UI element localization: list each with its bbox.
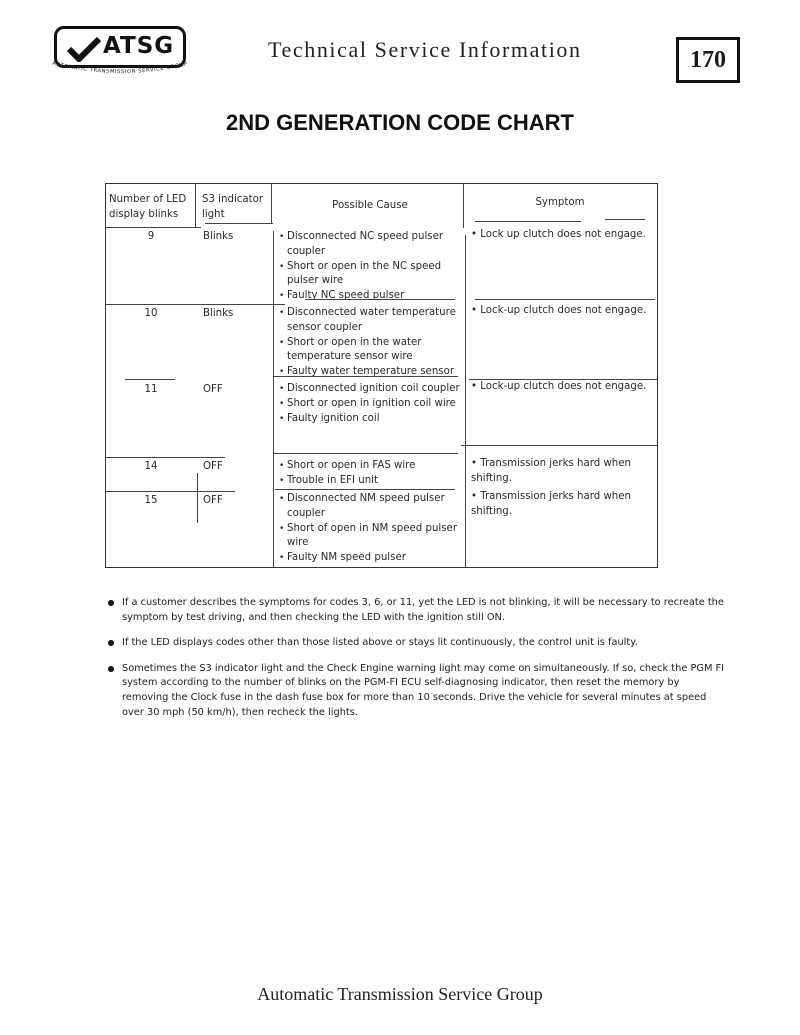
row-divider	[105, 491, 235, 492]
row-divider	[605, 219, 645, 220]
column-divider	[463, 183, 464, 228]
symptom-cell-14: • Transmission jerks hard when shifting.	[471, 458, 631, 484]
symptom-cell-9: • Lock up clutch does not engage.	[471, 229, 646, 240]
cause-list-10	[279, 306, 465, 380]
code-chart-table	[105, 183, 658, 568]
note-text: Sometimes the S3 indicator light and the Check Engine warning light may come on simultaneously. If so, check the PGM FI system according to the number of blinks on the PGM-FI ECU self-diagnosing indicator, then reset the memory by removing the Clock fuse in the dash fuse box for more than 10 seconds. Drive the vehicle for several minutes at speed over 30 mph (50 km/h), then recheck the lights.	[122, 662, 725, 718]
code-cell-10: 10	[144, 308, 158, 319]
svg-text:AUTOMATIC TRANSMISSION SERVICE	[51, 61, 188, 75]
cause-item: • Faulty NC speed pulser	[279, 289, 461, 304]
bullet-icon	[108, 600, 114, 606]
cause-item: • Disconnected water temperature sensor coupler	[279, 306, 465, 336]
cause-list-9	[279, 230, 461, 304]
note-item	[108, 636, 726, 651]
code-cell-11: 11	[144, 384, 158, 395]
indicator-cell-14: OFF	[203, 461, 223, 472]
cause-item: • Short or open in the water temperature sensor wire	[279, 336, 465, 366]
logo-arc-text	[46, 60, 196, 80]
note-text: If a customer describes the symptoms for codes 3, 6, or 11, yet the LED is not blinking, it will be necessary to recreate the symptom by test driving, and then checking the LED with the ignition still ON.	[122, 597, 724, 623]
row-divider	[273, 453, 458, 454]
column-divider	[465, 235, 466, 568]
header-indicator-line2: light	[202, 208, 225, 220]
row-divider	[205, 223, 273, 224]
header-led-blinks	[109, 193, 197, 223]
cause-item: • Disconnected NC speed pulser coupler	[279, 230, 461, 260]
table-border-top	[105, 183, 658, 184]
note-text: If the LED displays codes other than those listed above or stays lit continuously, the control unit is faulty.	[122, 637, 638, 649]
logo-subtext: AUTOMATIC TRANSMISSION SERVICE GROUP	[51, 60, 189, 76]
cause-list-11	[279, 382, 461, 426]
cause-list-14	[279, 459, 461, 489]
row-divider	[275, 489, 455, 490]
symptom-cell-11: • Lock-up clutch does not engage.	[471, 381, 647, 392]
code-cell-9: 9	[147, 231, 155, 242]
row-divider	[105, 227, 201, 228]
cause-item: • Short or open in FAS wire	[279, 459, 461, 474]
row-divider	[125, 379, 175, 380]
header-symptom: Symptom	[535, 197, 585, 208]
code-cell-15: 15	[144, 495, 158, 506]
cause-item: • Disconnected NM speed pulser coupler	[279, 492, 461, 522]
code-cell-14: 14	[144, 461, 158, 472]
document-title: 2ND GENERATION CODE CHART	[226, 110, 574, 135]
bullet-icon	[108, 640, 114, 646]
checkmark-icon	[67, 36, 101, 62]
cause-list-15	[279, 492, 461, 566]
row-divider	[461, 445, 657, 446]
header-led-blinks-line2: display blinks	[109, 208, 179, 220]
page-number: 170	[676, 37, 740, 83]
header-possible-cause: Possible Cause	[332, 200, 408, 211]
indicator-cell-15: OFF	[203, 495, 223, 506]
bullet-icon	[108, 666, 114, 672]
indicator-cell-11: OFF	[203, 384, 223, 395]
table-border-right	[657, 183, 658, 568]
table-border-bottom	[105, 567, 658, 568]
column-divider	[197, 473, 198, 523]
cause-item: • Faulty ignition coil	[279, 412, 461, 427]
cause-item: • Trouble in EFI unit	[279, 474, 461, 489]
cause-item: • Short or open in the NC speed pulser wire	[279, 260, 461, 290]
indicator-cell-10: Blinks	[203, 308, 234, 319]
header-title: Technical Service Information	[268, 37, 582, 62]
symptom-cell-10: • Lock-up clutch does not engage.	[471, 305, 647, 316]
logo-text: ATSG	[103, 33, 175, 59]
cause-item: • Faulty water temperature sensor	[279, 365, 465, 380]
column-divider	[273, 231, 274, 568]
note-item	[108, 596, 726, 625]
row-divider	[475, 221, 581, 222]
indicator-cell-9: Blinks	[203, 231, 234, 242]
symptom-cell-15: • Transmission jerks hard when shifting.	[471, 491, 631, 517]
cause-item: • Faulty NM speed pulser	[279, 551, 461, 566]
row-divider	[475, 299, 655, 300]
notes-section	[108, 596, 726, 731]
header-indicator-line1: S3 indicator	[202, 194, 264, 205]
cause-item: • Disconnected ignition coil coupler	[279, 382, 461, 397]
row-divider	[105, 304, 285, 305]
header-indicator-light	[202, 193, 272, 223]
header-led-blinks-line1: Number of LED	[109, 194, 187, 205]
row-divider	[105, 457, 225, 458]
note-item	[108, 662, 726, 720]
footer-text: Automatic Transmission Service Group	[257, 984, 543, 1004]
atsg-logo	[46, 26, 196, 78]
cause-item: • Short of open in NM speed pulser wire	[279, 522, 461, 552]
cause-item: • Short or open in ignition coil wire	[279, 397, 461, 412]
